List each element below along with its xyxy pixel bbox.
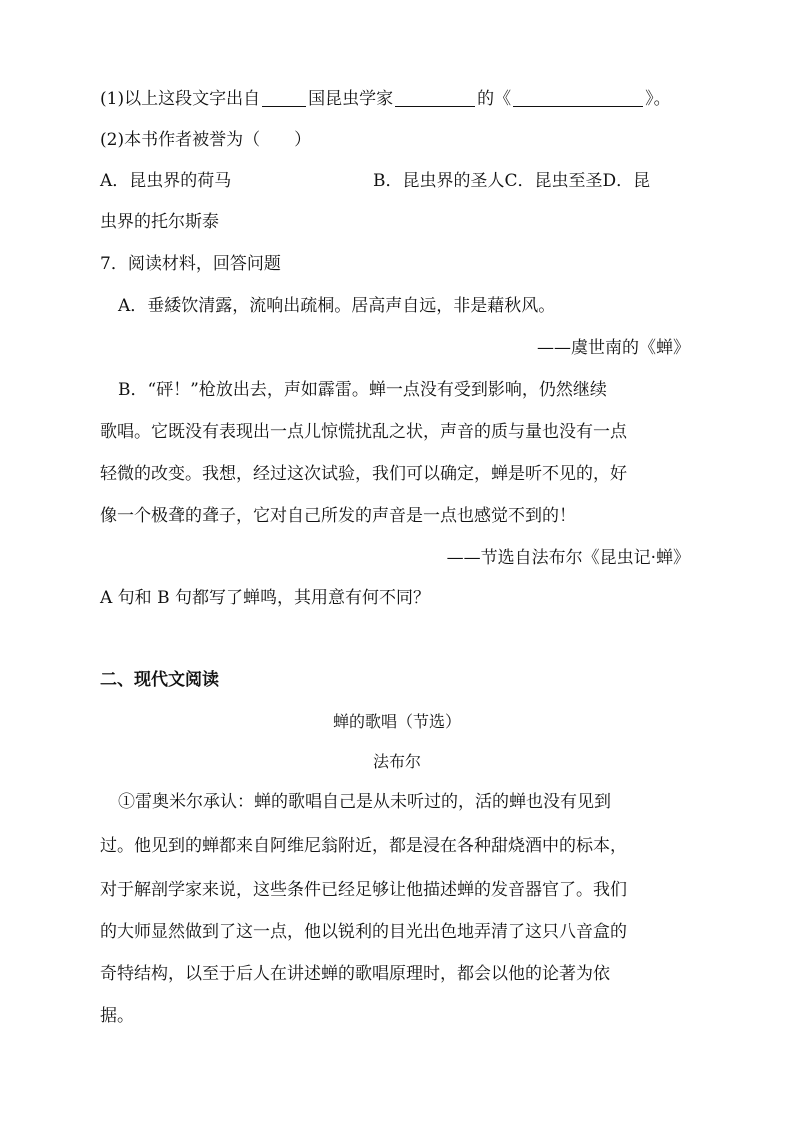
q7-material-b-line4: 像一个极聋的聋子，它对自己所发的声音是一点也感觉不到的！: [100, 506, 576, 526]
q7-source-b: ——节选自法布尔《昆虫记·蝉》: [446, 548, 690, 568]
q7-question: A 句和 B 句都写了蝉鸣，其用意有何不同？: [100, 588, 430, 608]
paragraph-1-line5: 奇特结构，以至于后人在讲述蝉的歌唱原理时，都会以他的论著为依: [100, 964, 610, 984]
q6-text-part3: 的《: [477, 89, 512, 109]
article-author: 法布尔: [372, 752, 421, 771]
answer-blank-country[interactable]: [262, 89, 306, 107]
answer-blank-author[interactable]: [395, 89, 475, 107]
q6-text-part1: (1)以上这段文字出自: [100, 89, 261, 109]
q6-options-continued: 虫界的托尔斯泰: [100, 212, 219, 232]
q7-material-b-line1: B．“砰！”枪放出去，声如霹雷。蝉一点没有受到影响，仍然继续: [118, 380, 607, 400]
paragraph-1-line3: 对于解剖学家来说，这些条件已经足够让他描述蝉的发音器官了。我们: [100, 880, 627, 900]
q6-subquestion-2: (2)本书作者被誉为（ ）: [100, 130, 312, 150]
q7-title: 7．阅读材料，回答问题: [100, 254, 281, 274]
answer-blank-book[interactable]: [513, 89, 643, 107]
q6-subquestion-1: [100, 87, 671, 111]
q7-material-b-line2: 歌唱。它既没有表现出一点儿惊慌扰乱之状，声音的质与量也没有一点: [100, 422, 627, 442]
q7-material-b-line3: 轻微的改变。我想，经过这次试验，我们可以确定，蝉是听不见的，好: [100, 464, 627, 484]
q6-text-part2: 国昆虫学家: [308, 89, 394, 109]
section-heading: 二、现代文阅读: [100, 670, 219, 690]
paragraph-1-line1: ①雷奥米尔承认：蝉的歌唱自己是从未听过的，活的蝉也没有见到: [118, 792, 611, 812]
q6-text-part4: 》。: [645, 89, 671, 109]
paragraph-1-line4: 的大师显然做到了这一点，他以锐利的目光出色地弄清了这只八音盒的: [100, 922, 627, 942]
article-title: 蝉的歌唱（节选）: [332, 712, 461, 731]
q6-option-a: A．昆虫界的荷马: [100, 171, 232, 191]
paragraph-1-line2: 过。他见到的蝉都来自阿维尼翁附近，都是浸在各种甜烧酒中的标本，: [100, 836, 627, 856]
q7-material-a: A．垂緌饮清露，流响出疏桐。居高声自远，非是藉秋风。: [118, 296, 556, 316]
paragraph-1-line6: 据。: [100, 1006, 134, 1026]
q7-source-a: ——虞世南的《蝉》: [537, 338, 690, 358]
q6-options-bcd: B．昆虫界的圣人C．昆虫至圣D．昆: [373, 171, 651, 191]
